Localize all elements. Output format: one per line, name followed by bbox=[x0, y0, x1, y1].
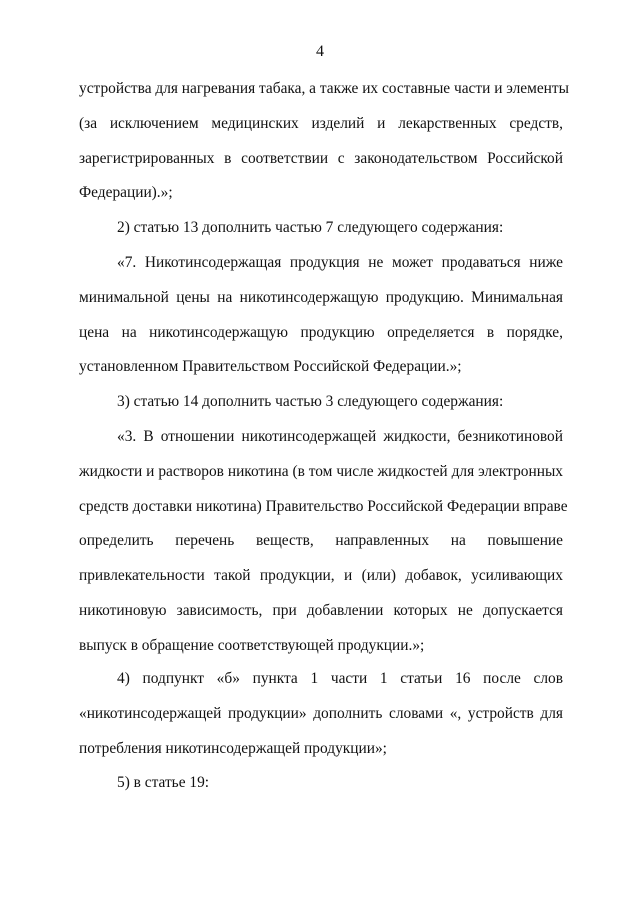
page-number: 4 bbox=[316, 43, 324, 60]
text-line: определить перечень веществ, направленных на повышение bbox=[79, 532, 563, 550]
text-line: минимальной цены на никотинсодержащую продукцию. Минимальная bbox=[79, 288, 563, 306]
text-line: потребления никотинсодержащей продукции»; bbox=[79, 739, 387, 757]
text-line: устройства для нагревания табака, а также их составные части и элементы bbox=[79, 80, 569, 97]
text-line: выпуск в обращение соответствующей продукции.»; bbox=[79, 636, 425, 654]
text-line: 3) статью 14 дополнить частью 3 следующего содержания: bbox=[117, 393, 504, 410]
paragraph-quote-part-3 bbox=[79, 420, 568, 664]
text-line: цена на никотинсодержащую продукцию определяется в порядке, bbox=[79, 323, 563, 341]
text-line: Федерации).»; bbox=[79, 184, 173, 202]
text-line: никотиновую зависимость, при добавлении которых не допускается bbox=[79, 601, 563, 619]
text-line: «7. Никотинсодержащая продукция не может продаваться ниже bbox=[117, 254, 563, 271]
text-line: привлекательности такой продукции, и (или) добавок, усиливающих bbox=[79, 567, 563, 585]
paragraph-quote-part-7 bbox=[79, 246, 563, 385]
paragraph-item-2 bbox=[79, 211, 563, 246]
text-line: установленном Правительством Российской Федерации.»; bbox=[79, 358, 462, 376]
text-line: 4) подпункт «б» пункта 1 части 1 статьи 16 после слов bbox=[117, 670, 563, 687]
paragraph-item-3 bbox=[79, 385, 563, 420]
text-line: жидкости и растворов никотина (в том числе жидкостей для электронных bbox=[79, 462, 563, 480]
paragraph-item-5 bbox=[79, 766, 563, 801]
text-line: зарегистрированных в соответствии с законодательством Российской bbox=[79, 149, 563, 167]
text-line: 2) статью 13 дополнить частью 7 следующего содержания: bbox=[117, 219, 504, 236]
text-line: (за исключением медицинских изделий и лекарственных средств, bbox=[79, 114, 563, 132]
paragraph-item-4 bbox=[79, 662, 563, 766]
text-line: средств доставки никотина) Правительство Российской Федерации вправе bbox=[79, 497, 568, 515]
paragraph-continuation bbox=[79, 72, 569, 211]
text-line: «никотинсодержащей продукции» дополнить словами «, устройств для bbox=[79, 704, 563, 722]
text-line: 5) в статье 19: bbox=[117, 774, 210, 791]
text-line: «3. В отношении никотинсодержащей жидкости, безникотиновой bbox=[117, 428, 563, 445]
